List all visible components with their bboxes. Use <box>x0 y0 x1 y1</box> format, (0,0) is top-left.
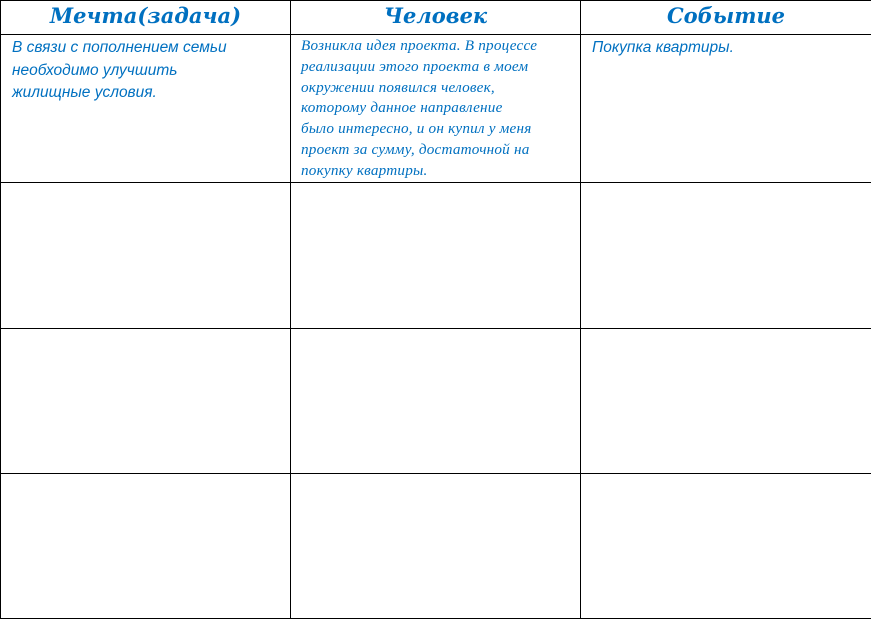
cell-text <box>291 183 580 184</box>
table-cell[interactable] <box>1 182 291 328</box>
cell-text-event: Покупка квартиры. <box>581 35 871 59</box>
cell-text <box>291 474 580 475</box>
table-cell[interactable] <box>1 328 291 473</box>
cell-text <box>1 474 290 476</box>
table-cell[interactable] <box>291 35 581 183</box>
cell-text-dream: В связи с пополнением семьи необходимо улучшить жилищные условия. <box>1 35 290 105</box>
cell-text <box>581 183 871 185</box>
table-row <box>1 35 871 183</box>
table-cell[interactable] <box>581 35 871 183</box>
table-row <box>1 182 871 328</box>
table-row <box>1 328 871 473</box>
cell-text <box>581 329 871 331</box>
table-cell[interactable] <box>291 182 581 328</box>
table-cell[interactable] <box>1 35 291 183</box>
cell-text <box>291 329 580 330</box>
cell-text <box>581 474 871 476</box>
table-cell[interactable] <box>291 473 581 618</box>
table-cell[interactable] <box>1 473 291 618</box>
table-row <box>1 473 871 618</box>
table-cell[interactable] <box>581 328 871 473</box>
table-header-row <box>1 1 871 35</box>
cell-text-person: Возникла идея проекта. В процессе реализации этого проекта в моем окружении появился человек, которому данное направление было интересно, и он купил у меня проект за сумму, достаточной на покупку квартиры. <box>291 35 580 182</box>
table-cell[interactable] <box>581 473 871 618</box>
header-dream: Мечта(задача) <box>1 1 291 35</box>
cell-text <box>1 183 290 185</box>
table-cell[interactable] <box>581 182 871 328</box>
cell-text <box>1 329 290 331</box>
header-person: Человек <box>291 1 581 35</box>
table-cell[interactable] <box>291 328 581 473</box>
header-event: Событие <box>581 1 871 35</box>
